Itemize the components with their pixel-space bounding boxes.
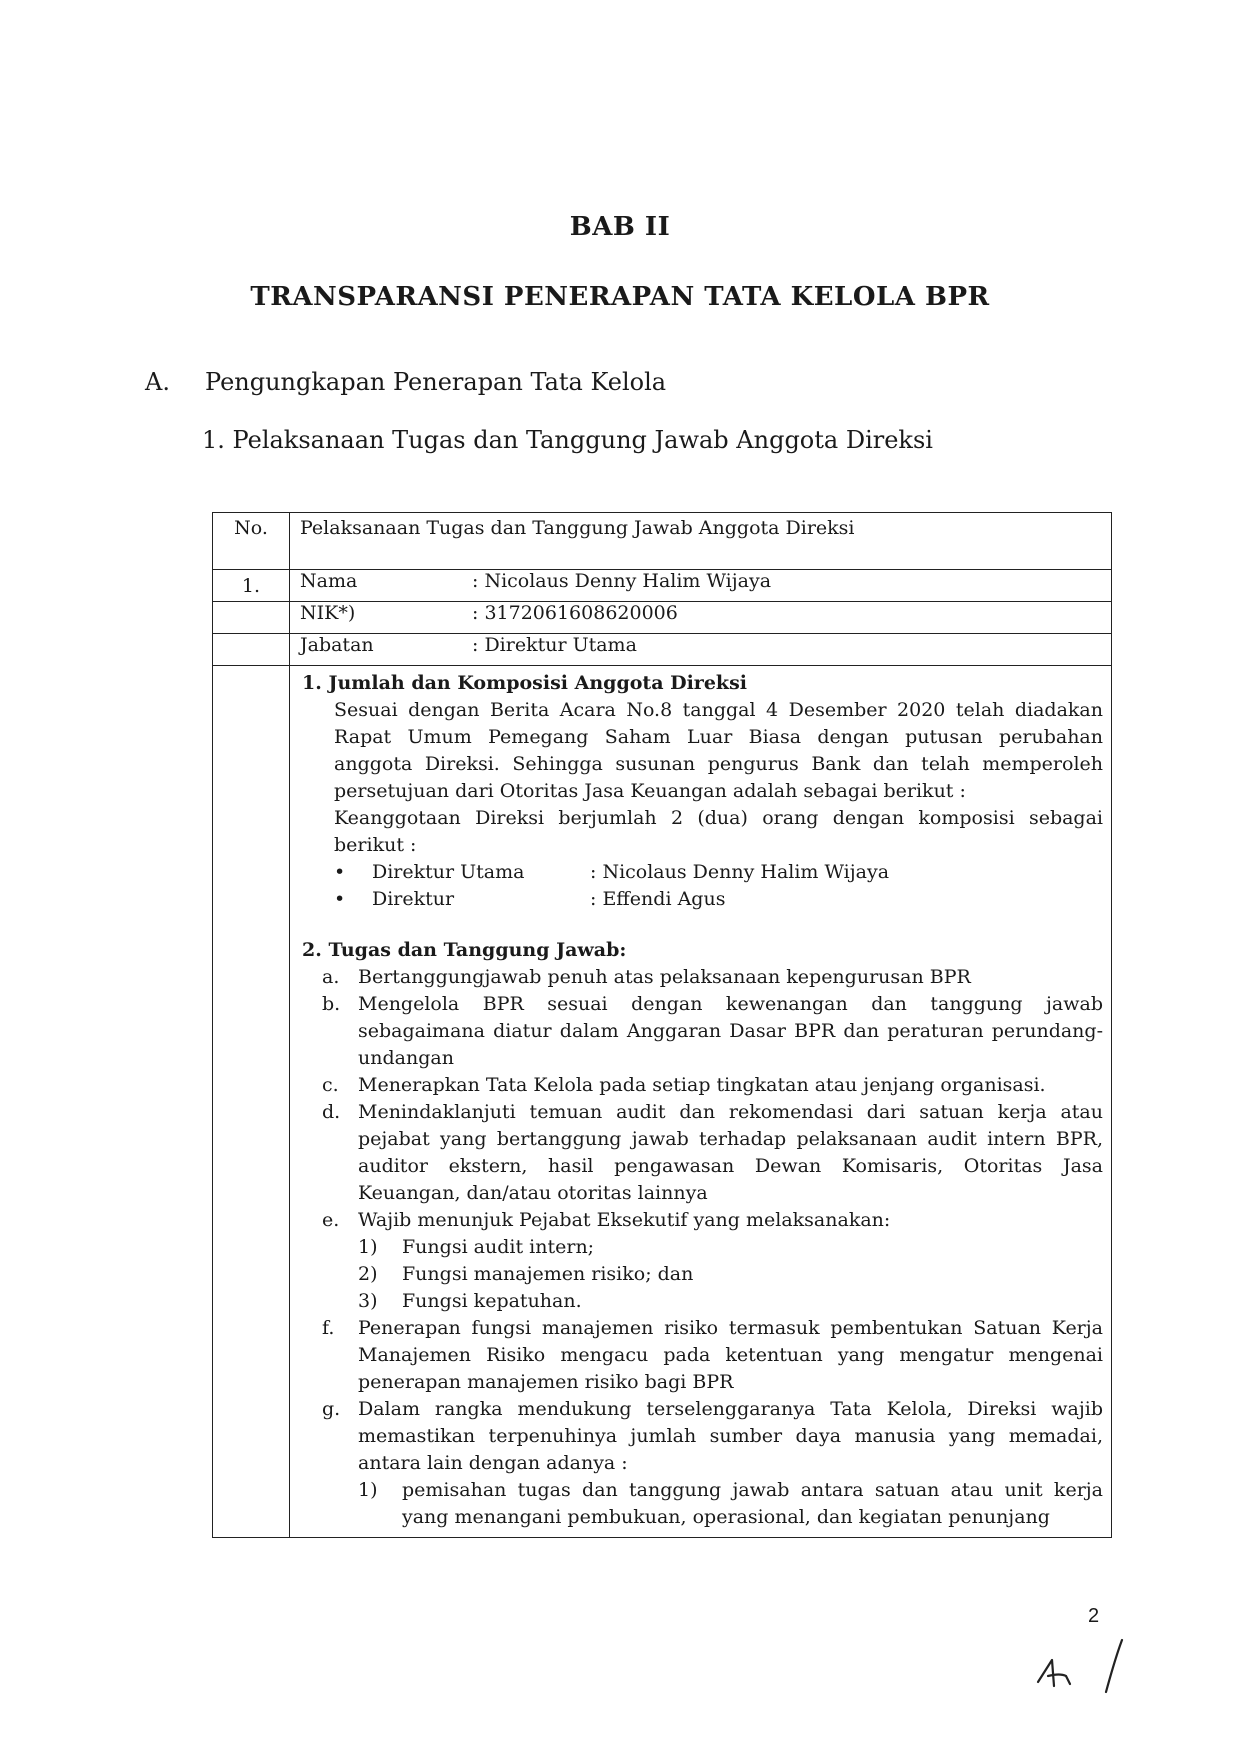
nik-value: : 3172061608620006 xyxy=(472,602,678,624)
table-header-row xyxy=(213,513,1112,570)
table-row-content xyxy=(213,666,1112,1538)
sub-marker: 3) xyxy=(358,1290,378,1312)
section-1-text: Pelaksanaan Tugas dan Tanggung Jawab Anggota Direksi xyxy=(232,426,933,454)
subsection-1-title: 1. Jumlah dan Komposisi Anggota Direksi xyxy=(302,672,747,694)
duty-item xyxy=(302,1207,1103,1234)
sub-marker: 1) xyxy=(358,1479,378,1501)
item-text: Penerapan fungsi manajemen risiko termasuk pembentukan Satuan Kerja Manajemen Risiko mengacu pada ketentuan yang mengatur mengenai penerapan manajemen risiko bagi BPR xyxy=(358,1317,1103,1393)
duty-item xyxy=(302,1072,1103,1099)
table-row-name xyxy=(213,570,1112,602)
item-marker: g. xyxy=(322,1398,341,1420)
member-role: Direktur xyxy=(372,888,455,910)
header-title: Pelaksanaan Tugas dan Tanggung Jawab Anggota Direksi xyxy=(290,513,1112,570)
duty-item xyxy=(302,964,1103,991)
section-a-text: Pengungkapan Penerapan Tata Kelola xyxy=(205,368,667,396)
jabatan-cell xyxy=(290,634,1112,666)
section-a-heading xyxy=(145,368,666,396)
nik-cell xyxy=(290,602,1112,634)
name-value: : Nicolaus Denny Halim Wijaya xyxy=(472,570,772,592)
sub-item xyxy=(302,1288,1103,1315)
item-text: Bertanggungjawab penuh atas pelaksanaan kepengurusan BPR xyxy=(358,966,971,988)
chapter-heading: BAB II xyxy=(569,212,671,242)
sub-item xyxy=(302,1477,1103,1531)
duty-item xyxy=(302,1315,1103,1396)
member-name: : Effendi Agus xyxy=(590,888,726,910)
item-marker: b. xyxy=(322,993,341,1015)
item-marker: f. xyxy=(322,1317,335,1339)
membership-paragraph: Keanggotaan Direksi berjumlah 2 (dua) orang dengan komposisi sebagai berikut : xyxy=(334,807,1103,856)
row-number: 1. xyxy=(213,570,290,602)
member-list-item xyxy=(302,859,1103,886)
item-text: Menerapkan Tata Kelola pada setiap tingkatan atau jenjang organisasi. xyxy=(358,1074,1046,1096)
section-1-heading xyxy=(202,426,933,454)
name-cell xyxy=(290,570,1112,602)
name-label: Nama xyxy=(300,570,358,592)
item-marker: d. xyxy=(322,1101,341,1123)
page-number: 2 xyxy=(1088,1605,1100,1627)
item-marker: c. xyxy=(322,1074,339,1096)
bullet-icon: • xyxy=(334,888,346,910)
content-cell xyxy=(290,666,1112,1538)
header-no: No. xyxy=(213,513,290,570)
duty-item xyxy=(302,1099,1103,1207)
item-text: Menindaklanjuti temuan audit dan rekomendasi dari satuan kerja atau pejabat yang bertanggung jawab terhadap pelaksanaan audit intern BPR, auditor ekstern, hasil pengawasan Dewan Komisaris, Otoritas Jasa Keuangan, dan/atau otoritas lainnya xyxy=(358,1101,1103,1204)
jabatan-label: Jabatan xyxy=(300,634,374,656)
sub-item xyxy=(302,1234,1103,1261)
table-row-nik xyxy=(213,602,1112,634)
section-1-label: 1. xyxy=(202,426,225,454)
sub-text: Fungsi kepatuhan. xyxy=(402,1290,582,1312)
sub-text: Fungsi manajemen risiko; dan xyxy=(402,1263,694,1285)
empty-no-cell xyxy=(213,634,290,666)
section-a-label: A. xyxy=(145,368,170,396)
empty-no-cell xyxy=(213,602,290,634)
item-text: Wajib menunjuk Pejabat Eksekutif yang melaksanakan: xyxy=(358,1209,891,1231)
duty-item xyxy=(302,991,1103,1072)
member-role: Direktur Utama xyxy=(372,861,525,883)
subsection-2-title: 2. Tugas dan Tanggung Jawab: xyxy=(302,939,627,961)
signature-initials-icon xyxy=(1030,1630,1140,1700)
sub-marker: 2) xyxy=(358,1263,378,1285)
duty-item xyxy=(302,1396,1103,1477)
bullet-icon: • xyxy=(334,861,346,883)
item-marker: a. xyxy=(322,966,340,988)
direksi-table xyxy=(212,512,1112,1538)
member-list-item xyxy=(302,886,1103,913)
sub-text: Fungsi audit intern; xyxy=(402,1236,595,1258)
item-marker: e. xyxy=(322,1209,340,1231)
composition-paragraph: Sesuai dengan Berita Acara No.8 tanggal 4 Desember 2020 telah diadakan Rapat Umum Pemegang Saham Luar Biasa dengan putusan perubahan anggota Direksi. Sehingga susunan pengurus Bank dan telah memperoleh persetujuan dari Otoritas Jasa Keuangan adalah sebagai berikut : xyxy=(334,699,1103,802)
item-text: Dalam rangka mendukung terselenggaranya Tata Kelola, Direksi wajib memastikan terpenuhinya jumlah sumber daya manusia yang memadai, antara lain dengan adanya : xyxy=(358,1398,1103,1474)
jabatan-value: : Direktur Utama xyxy=(472,634,637,656)
nik-label: NIK*) xyxy=(300,602,356,624)
empty-no-cell xyxy=(213,666,290,1538)
sub-text: pemisahan tugas dan tanggung jawab antara satuan atau unit kerja yang menangani pembukuan, operasional, dan kegiatan penunjang xyxy=(402,1479,1103,1528)
sub-item xyxy=(302,1261,1103,1288)
chapter-title: TRANSPARANSI PENERAPAN TATA KELOLA BPR xyxy=(250,282,990,312)
item-text: Mengelola BPR sesuai dengan kewenangan dan tanggung jawab sebagaimana diatur dalam Anggaran Dasar BPR dan peraturan perundang- undangan xyxy=(358,993,1103,1069)
table-row-jabatan xyxy=(213,634,1112,666)
member-name: : Nicolaus Denny Halim Wijaya xyxy=(590,861,890,883)
sub-marker: 1) xyxy=(358,1236,378,1258)
